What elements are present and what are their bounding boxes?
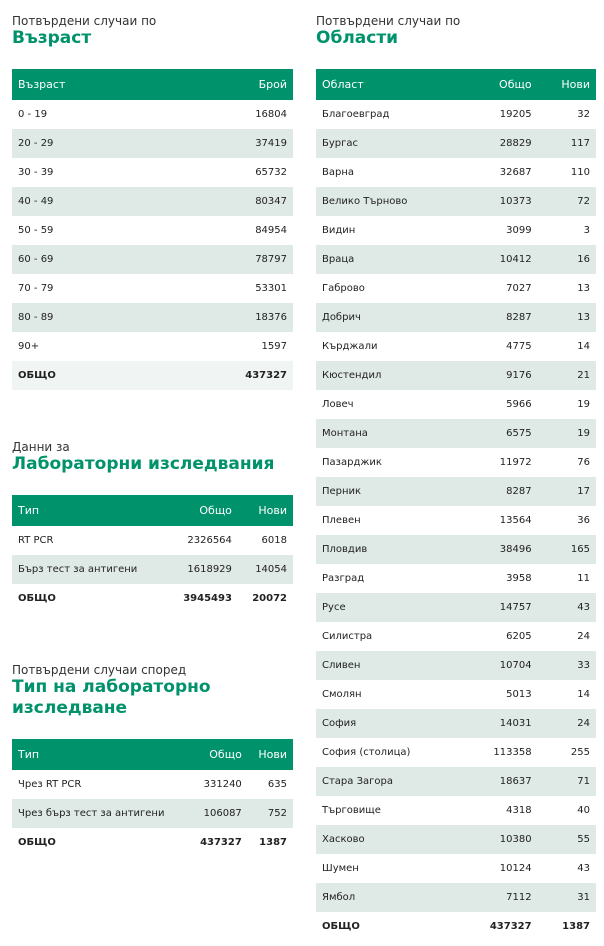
age-section bbox=[12, 14, 293, 390]
table-cell: 84954 bbox=[255, 225, 287, 236]
table-cell: 43 bbox=[577, 863, 590, 874]
table-cell: Чрез бърз тест за антигени bbox=[18, 808, 165, 819]
table-row bbox=[12, 129, 293, 158]
table-row bbox=[316, 883, 596, 912]
table-row bbox=[12, 799, 293, 828]
table-cell: 20 - 29 bbox=[18, 138, 54, 149]
table-row bbox=[12, 100, 293, 129]
table-cell: Добрич bbox=[322, 312, 361, 323]
table-cell: Видин bbox=[322, 225, 356, 236]
table-cell: Хасково bbox=[322, 834, 365, 845]
total-cell: 437327 bbox=[159, 361, 293, 390]
table-row bbox=[316, 796, 596, 825]
table-cell: Ловеч bbox=[322, 399, 354, 410]
table-cell: Плевен bbox=[322, 515, 361, 526]
table-cell: Русе bbox=[322, 602, 346, 613]
table-cell: 16 bbox=[577, 254, 590, 265]
table-cell: Стара Загора bbox=[322, 776, 393, 787]
table-cell: Кюстендил bbox=[322, 370, 382, 381]
table-cell: 10412 bbox=[499, 254, 532, 265]
table-row bbox=[12, 158, 293, 187]
table-row bbox=[316, 274, 596, 303]
age-table bbox=[12, 69, 293, 390]
total-cell: 1387 bbox=[562, 921, 590, 932]
lab-header-type: Тип bbox=[18, 504, 40, 517]
table-cell: 5013 bbox=[506, 689, 532, 700]
table-cell: 3099 bbox=[506, 225, 532, 236]
table-row bbox=[316, 100, 596, 129]
table-row bbox=[316, 419, 596, 448]
table-row bbox=[12, 274, 293, 303]
labtype-subtitle: Потвърдени случаи според bbox=[12, 663, 187, 677]
table-cell: 13 bbox=[577, 283, 590, 294]
table-cell: 13564 bbox=[499, 515, 532, 526]
table-cell: 40 - 49 bbox=[18, 196, 54, 207]
table-cell: 106087 bbox=[203, 808, 242, 819]
lab-subtitle: Данни за bbox=[12, 440, 70, 454]
labtype-table bbox=[12, 739, 293, 857]
age-subtitle: Потвърдени случаи по bbox=[12, 14, 157, 28]
age-header-age: Възраст bbox=[18, 78, 66, 91]
table-row bbox=[316, 709, 596, 738]
total-cell: ОБЩО bbox=[18, 593, 56, 604]
labtype-header-new: Нови bbox=[258, 748, 287, 761]
table-cell: Перник bbox=[322, 486, 362, 497]
table-cell: 6575 bbox=[506, 428, 532, 439]
table-row bbox=[316, 303, 596, 332]
age-title: Възраст bbox=[12, 28, 92, 48]
age-header-count: Брой bbox=[258, 78, 287, 91]
table-cell: 78797 bbox=[255, 254, 287, 265]
table-row bbox=[12, 216, 293, 245]
table-row bbox=[12, 187, 293, 216]
table-cell: Пазарджик bbox=[322, 457, 382, 468]
table-cell: Благоевград bbox=[322, 109, 390, 120]
table-cell: Разград bbox=[322, 573, 365, 584]
table-cell: 24 bbox=[577, 718, 590, 729]
table-cell: 117 bbox=[570, 138, 590, 149]
table-cell: 0 - 19 bbox=[18, 109, 48, 120]
table-cell: 80 - 89 bbox=[18, 312, 54, 323]
table-cell: Шумен bbox=[322, 863, 359, 874]
table-cell: 10380 bbox=[499, 834, 532, 845]
table-cell: Варна bbox=[322, 167, 355, 178]
table-row bbox=[316, 535, 596, 564]
table-cell: 18376 bbox=[255, 312, 287, 323]
table-cell: Габрово bbox=[322, 283, 365, 294]
table-cell: 90+ bbox=[18, 341, 40, 352]
table-cell: 32 bbox=[577, 109, 590, 120]
table-row bbox=[316, 564, 596, 593]
table-row bbox=[316, 332, 596, 361]
table-cell: 11 bbox=[577, 573, 590, 584]
lab-title: Лабораторни изследвания bbox=[12, 454, 275, 474]
labtype-header-total: Общо bbox=[209, 748, 242, 761]
table-cell: Кърджали bbox=[322, 341, 378, 352]
table-cell: Бърз тест за антигени bbox=[18, 564, 138, 575]
table-cell: 331240 bbox=[203, 779, 242, 790]
table-cell: 1597 bbox=[261, 341, 287, 352]
regions-table bbox=[316, 69, 596, 941]
table-cell: 53301 bbox=[255, 283, 287, 294]
table-cell: 6205 bbox=[506, 631, 532, 642]
total-cell: 437327 bbox=[489, 921, 532, 932]
table-cell: 30 - 39 bbox=[18, 167, 54, 178]
table-cell: 37419 bbox=[255, 138, 287, 149]
table-cell: 31 bbox=[577, 892, 590, 903]
table-cell: 14757 bbox=[499, 602, 532, 613]
table-cell: 635 bbox=[267, 779, 287, 790]
regions-header-total: Общо bbox=[499, 78, 532, 91]
table-cell: 72 bbox=[577, 196, 590, 207]
table-cell: 4775 bbox=[506, 341, 532, 352]
table-cell: 24 bbox=[577, 631, 590, 642]
table-row bbox=[316, 448, 596, 477]
table-cell: 43 bbox=[577, 602, 590, 613]
table-cell: Монтана bbox=[322, 428, 368, 439]
table-cell: Ямбол bbox=[322, 892, 356, 903]
lab-header-total: Общо bbox=[199, 504, 232, 517]
table-cell: 10124 bbox=[499, 863, 532, 874]
table-cell: София (столица) bbox=[322, 747, 411, 758]
table-cell: Търговище bbox=[322, 805, 381, 816]
table-row bbox=[316, 245, 596, 274]
total-row bbox=[12, 584, 293, 613]
table-cell: Велико Търново bbox=[322, 196, 408, 207]
regions-section bbox=[316, 14, 596, 941]
table-cell: 165 bbox=[570, 544, 590, 555]
table-row bbox=[12, 770, 293, 799]
table-cell: 4318 bbox=[506, 805, 532, 816]
table-cell: Враца bbox=[322, 254, 355, 265]
table-row bbox=[316, 390, 596, 419]
total-cell: 437327 bbox=[200, 837, 242, 848]
table-cell: 11972 bbox=[499, 457, 532, 468]
table-cell: 14031 bbox=[499, 718, 532, 729]
table-cell: 38496 bbox=[499, 544, 532, 555]
lab-header-new: Нови bbox=[258, 504, 287, 517]
table-cell: 5966 bbox=[506, 399, 532, 410]
table-cell: София bbox=[322, 718, 357, 729]
total-cell: ОБЩО bbox=[322, 921, 360, 932]
table-cell: 28829 bbox=[499, 138, 532, 149]
table-cell: 76 bbox=[577, 457, 590, 468]
regions-subtitle: Потвърдени случаи по bbox=[316, 14, 461, 28]
regions-table-header bbox=[316, 69, 596, 100]
table-cell: 60 - 69 bbox=[18, 254, 54, 265]
lab-table-header bbox=[12, 495, 293, 526]
table-cell: 10704 bbox=[499, 660, 532, 671]
table-cell: 14 bbox=[577, 689, 590, 700]
table-row bbox=[316, 738, 596, 767]
table-cell: 55 bbox=[577, 834, 590, 845]
labtype-section bbox=[12, 663, 293, 857]
table-cell: 752 bbox=[267, 808, 287, 819]
table-row bbox=[316, 651, 596, 680]
table-row bbox=[12, 303, 293, 332]
table-row bbox=[316, 361, 596, 390]
labtype-header-type: Тип bbox=[18, 748, 40, 761]
table-cell: RT PCR bbox=[18, 535, 54, 546]
table-cell: 17 bbox=[577, 486, 590, 497]
table-row bbox=[316, 477, 596, 506]
table-cell: 8287 bbox=[506, 312, 532, 323]
regions-header-new: Нови bbox=[561, 78, 590, 91]
total-cell: 3945493 bbox=[183, 593, 232, 604]
labtype-title-line2: изследване bbox=[12, 698, 128, 718]
total-cell: 20072 bbox=[252, 593, 287, 604]
table-cell: Смолян bbox=[322, 689, 362, 700]
table-cell: 50 - 59 bbox=[18, 225, 54, 236]
table-cell: 8287 bbox=[506, 486, 532, 497]
table-cell: 3 bbox=[583, 225, 590, 236]
table-cell: 19205 bbox=[499, 109, 532, 120]
table-row bbox=[12, 526, 293, 555]
table-cell: Сливен bbox=[322, 660, 361, 671]
total-cell: ОБЩО bbox=[18, 837, 56, 848]
table-cell: 113358 bbox=[493, 747, 532, 758]
table-cell: 3958 bbox=[506, 573, 532, 584]
total-row bbox=[12, 361, 293, 390]
table-cell: 71 bbox=[577, 776, 590, 787]
age-table-header bbox=[12, 69, 293, 100]
table-cell: 110 bbox=[570, 167, 590, 178]
table-cell: Пловдив bbox=[322, 544, 368, 555]
table-cell: 32687 bbox=[499, 167, 532, 178]
table-cell: Бургас bbox=[322, 138, 359, 149]
table-cell: 2326564 bbox=[187, 535, 232, 546]
total-row bbox=[12, 828, 293, 857]
table-row bbox=[316, 825, 596, 854]
table-cell: 9176 bbox=[506, 370, 532, 381]
table-row bbox=[316, 622, 596, 651]
lab-section bbox=[12, 440, 293, 613]
table-row bbox=[316, 158, 596, 187]
table-cell: 7027 bbox=[506, 283, 532, 294]
table-cell: 21 bbox=[577, 370, 590, 381]
table-cell: 255 bbox=[570, 747, 590, 758]
table-row bbox=[316, 854, 596, 883]
labtype-title-line1: Тип на лабораторно bbox=[12, 677, 211, 697]
table-row bbox=[12, 245, 293, 274]
regions-title: Области bbox=[316, 28, 399, 48]
table-row bbox=[316, 680, 596, 709]
table-cell: 13 bbox=[577, 312, 590, 323]
table-cell: 65732 bbox=[255, 167, 287, 178]
labtype-table-header bbox=[12, 739, 293, 770]
total-cell: ОБЩО bbox=[12, 361, 159, 390]
table-cell: 70 - 79 bbox=[18, 283, 54, 294]
table-cell: Силистра bbox=[322, 631, 373, 642]
table-cell: 33 bbox=[577, 660, 590, 671]
table-row bbox=[316, 593, 596, 622]
table-cell: 40 bbox=[577, 805, 590, 816]
table-row bbox=[12, 555, 293, 584]
table-cell: 10373 bbox=[499, 196, 532, 207]
table-cell: 18637 bbox=[499, 776, 532, 787]
table-cell: 7112 bbox=[506, 892, 532, 903]
table-cell: 6018 bbox=[261, 535, 287, 546]
table-cell: 19 bbox=[577, 399, 590, 410]
table-row bbox=[316, 216, 596, 245]
total-row bbox=[316, 912, 596, 941]
table-row bbox=[316, 767, 596, 796]
table-cell: 36 bbox=[577, 515, 590, 526]
table-row bbox=[316, 506, 596, 535]
table-cell: 14054 bbox=[255, 564, 287, 575]
regions-header-region: Област bbox=[322, 78, 364, 91]
total-cell: 1387 bbox=[259, 837, 287, 848]
table-cell: Чрез RT PCR bbox=[18, 779, 82, 790]
table-row bbox=[12, 332, 293, 361]
table-cell: 16804 bbox=[255, 109, 287, 120]
table-cell: 1618929 bbox=[187, 564, 232, 575]
lab-table bbox=[12, 495, 293, 613]
table-cell: 80347 bbox=[255, 196, 287, 207]
table-row bbox=[316, 187, 596, 216]
table-cell: 14 bbox=[577, 341, 590, 352]
table-row bbox=[316, 129, 596, 158]
table-cell: 19 bbox=[577, 428, 590, 439]
